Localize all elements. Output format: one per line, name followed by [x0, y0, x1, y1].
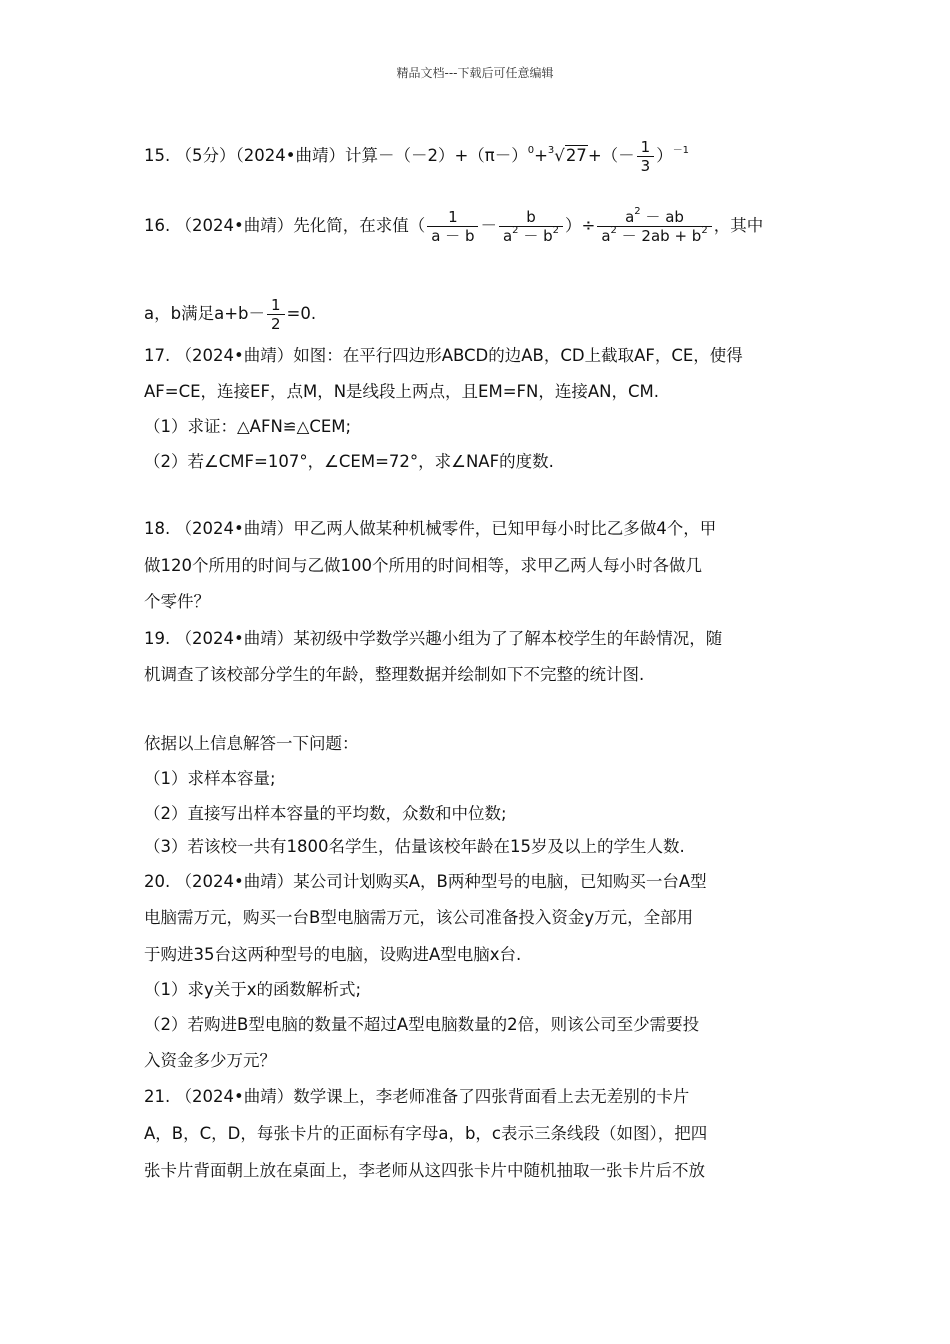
text-line: 做120个所用的时间与乙做100个所用的时间相等，求甲乙两人每小时各做几: [144, 556, 702, 575]
question-16-line-2: a，b满足a+b－ $\frac{1}{2}$ =0.: [144, 296, 317, 333]
text-line: A，B，C，D，每张卡片的正面标有字母a，b，c表示三条线段（如图），把四: [144, 1124, 708, 1143]
fraction-one-third: $\frac{1}{3}$: [637, 138, 655, 175]
text-line: 21. （2024•曲靖）数学课上，李老师准备了四张背面看上去无差别的卡片: [144, 1087, 690, 1106]
text-line: 17. （2024•曲靖）如图：在平行四边形ABCD的边AB，CD上截取AF，CE，使得: [144, 346, 743, 365]
text-line: （2）若购进B型电脑的数量不超过A型电脑数量的2倍，则该公司至少需要投: [144, 1015, 700, 1034]
page-header: 精品文档---下载后可任意编辑: [396, 66, 554, 80]
text-line: 入资金多少万元？: [144, 1051, 276, 1070]
text-line: 19. （2024•曲靖）某初级中学数学兴趣小组为了了解本校学生的年龄情况，随: [144, 629, 723, 648]
text-line: 20. （2024•曲靖）某公司计划购买A，B两种型号的电脑，已知购买一台A型: [144, 872, 707, 891]
text-line: 机调查了该校部分学生的年龄，整理数据并绘制如下不完整的统计图.: [144, 665, 645, 684]
text-line: （1）求y关于x的函数解析式;: [144, 980, 362, 999]
text-line: 于购进35台这两种型号的电脑，设购进A型电脑x台.: [144, 945, 522, 964]
fraction-3: $\frac{a^2 - ab}{a^2 - 2ab + b^2}$: [597, 208, 711, 245]
text-line: （2）若∠CMF=107°，∠CEM=72°，求∠NAF的度数.: [144, 452, 554, 471]
text-line: 依据以上信息解答一下问题：: [144, 734, 359, 753]
text-line: （1）求证：△AFN≌△CEM;: [144, 417, 352, 436]
text-line: 18. （2024•曲靖）甲乙两人做某种机械零件，已知甲每小时比乙多做4个，甲: [144, 519, 717, 538]
fraction-1: $\frac{1}{a - b}$: [427, 208, 478, 245]
text-line: （2）直接写出样本容量的平均数，众数和中位数;: [144, 804, 507, 823]
question-15: 15. （5分）（2024•曲靖）计算$-(-2)+(\pi-)^0+^3√27+(-$ $\frac{1}{3}$ ）$^{-1}$: [144, 138, 690, 175]
question-16: 16. （2024•曲靖）先化简，在求值（ $\frac{1}{a - b}$ － $\frac{b}{a^2 - b^2}$ ）÷ $\frac{a^2 - ab}{a^2 - 2ab + b^2}$ ，其中: [144, 206, 764, 245]
text-line: （3）若该校一共有1800名学生，估量该校年龄在15岁及以上的学生人数.: [144, 837, 685, 856]
text-line: （1）求样本容量;: [144, 769, 276, 788]
text-line: 个零件？: [144, 592, 210, 611]
text-line: 电脑需万元，购买一台B型电脑需万元，该公司准备投入资金y万元，全部用: [144, 908, 694, 927]
fraction-half: $\frac{1}{2}$: [267, 296, 285, 333]
text-line: AF=CE，连接EF，点M，N是线段上两点，且EM=FN，连接AN，CM.: [144, 382, 659, 401]
fraction-2: $\frac{b}{a^2 - b^2}$: [499, 208, 563, 245]
text-line: 张卡片背面朝上放在桌面上，李老师从这四张卡片中随机抽取一张卡片后不放: [144, 1161, 705, 1180]
